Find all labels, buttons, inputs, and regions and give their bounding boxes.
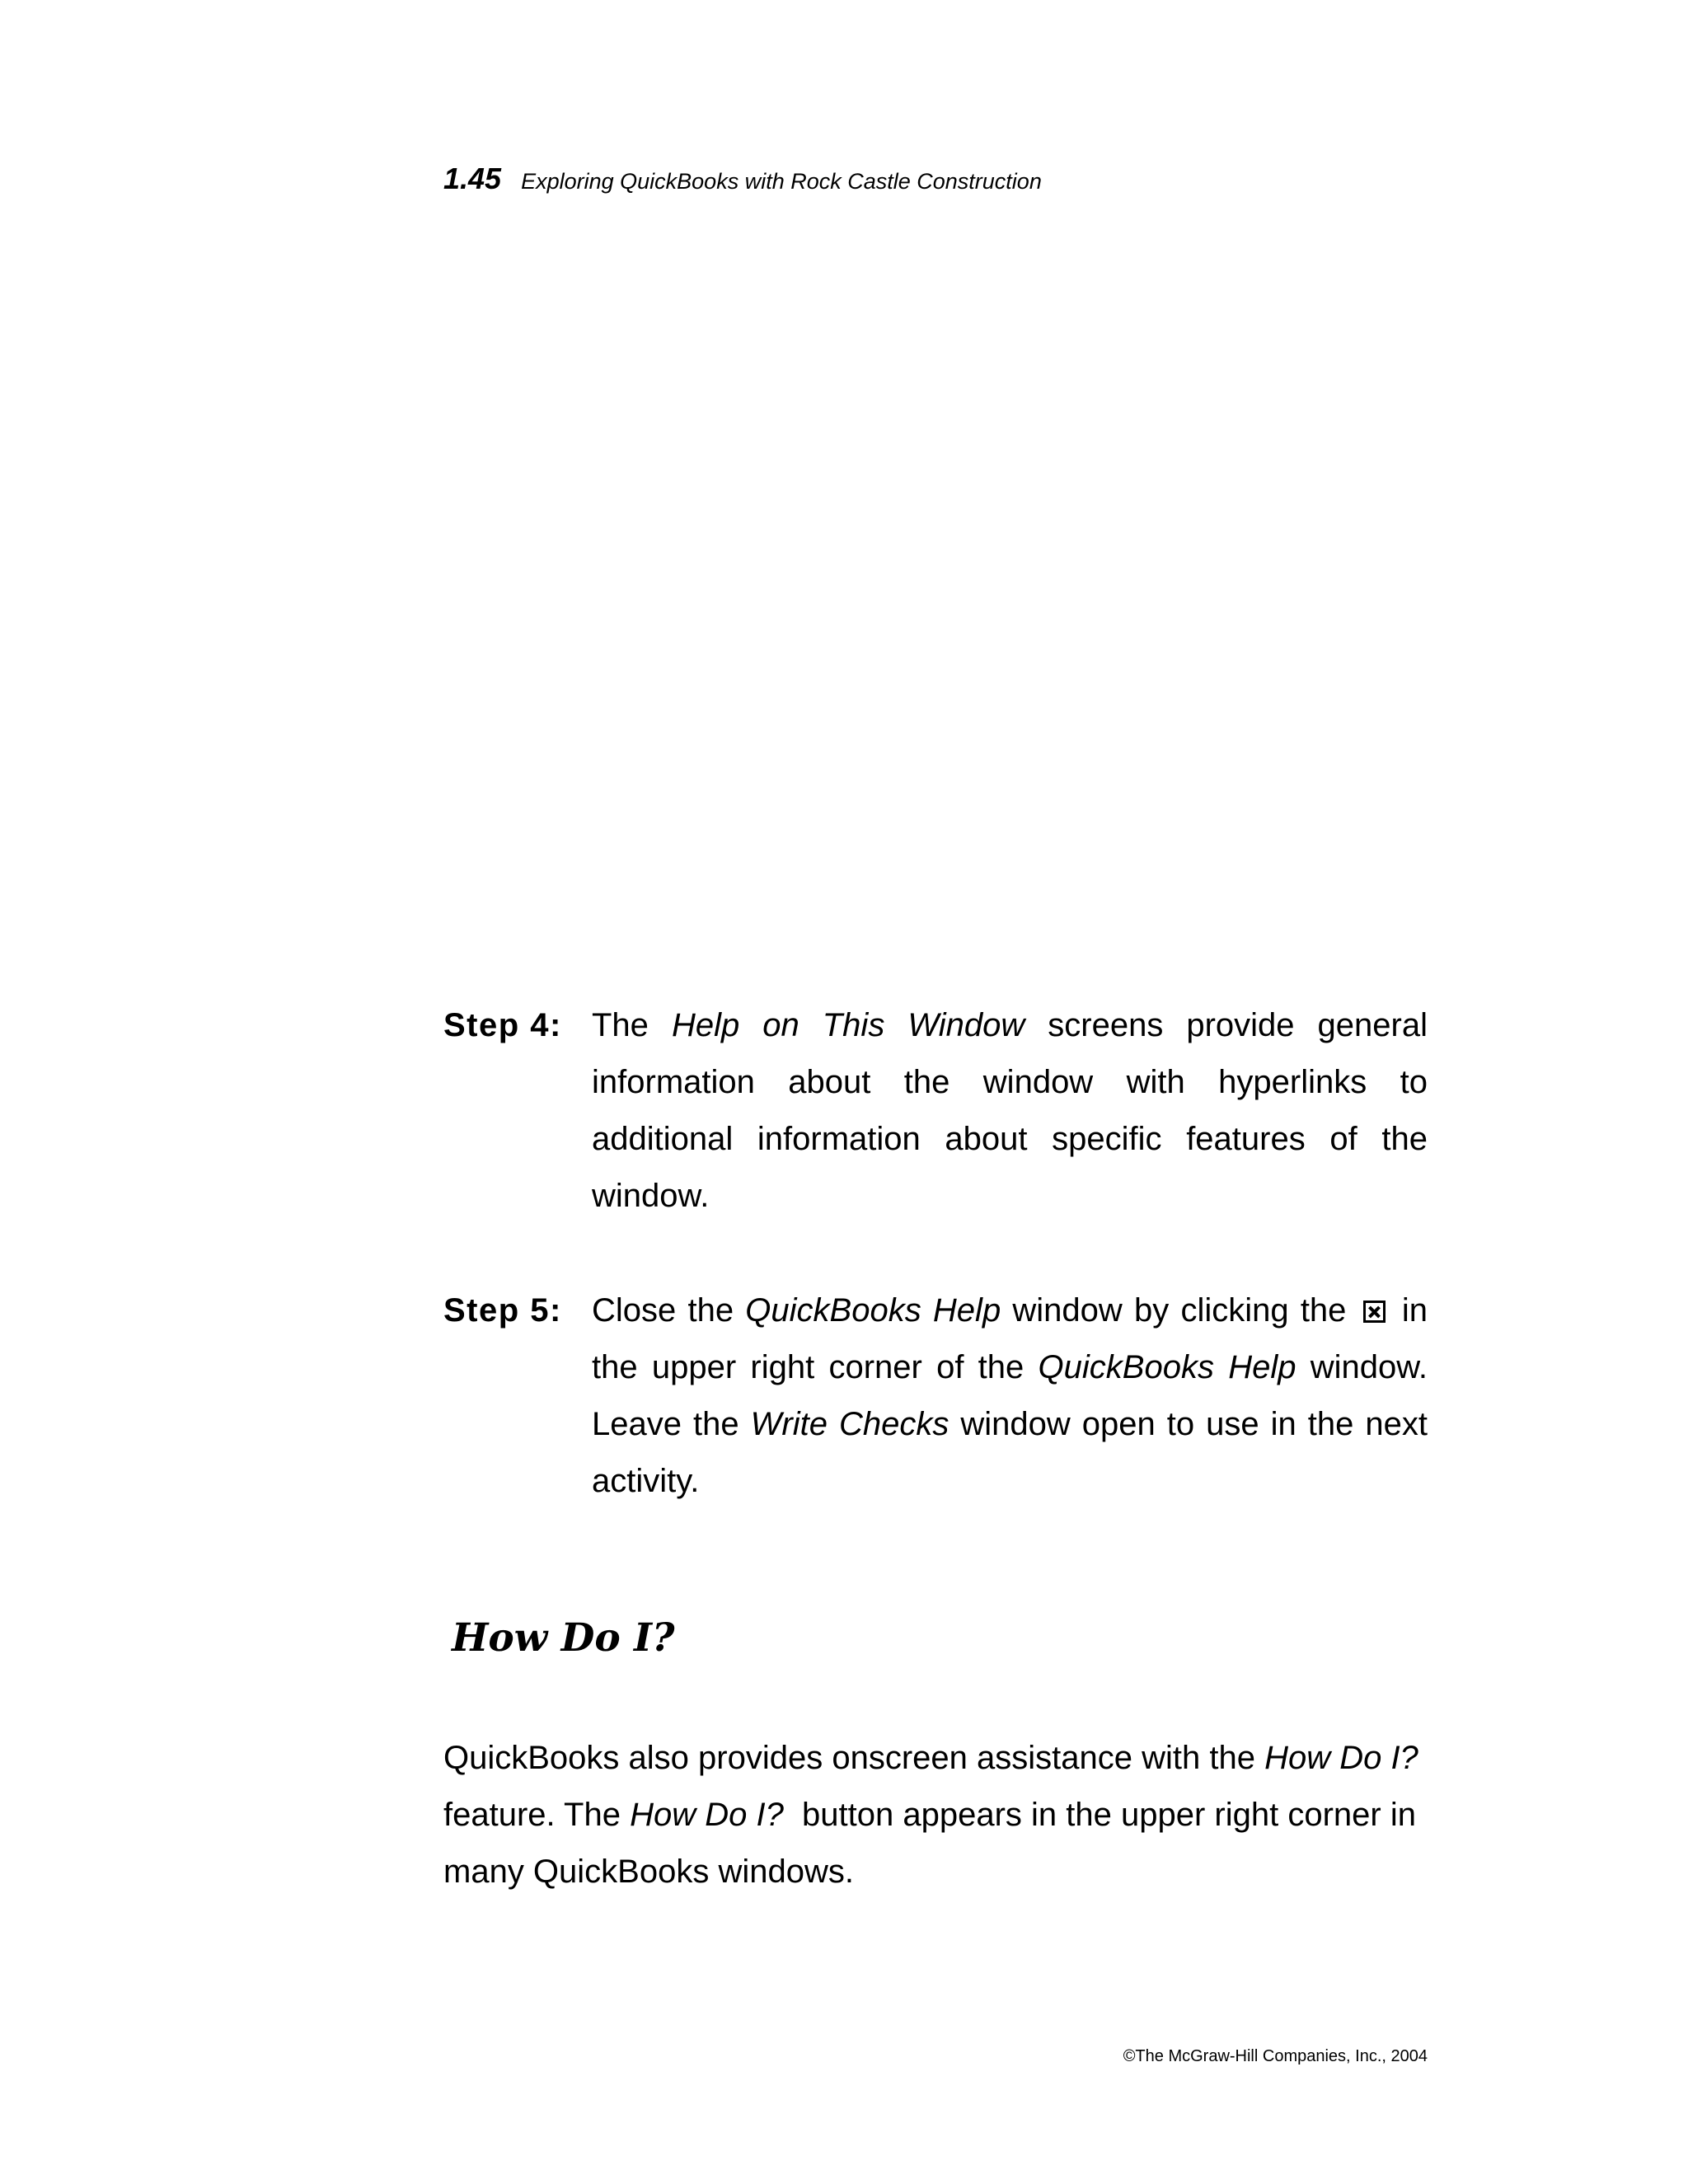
how-do-i-paragraph bbox=[443, 1730, 1428, 1900]
paragraph-text-part: QuickBooks also provides onscreen assistance with the bbox=[443, 1740, 1265, 1776]
step-5 bbox=[443, 1282, 1428, 1510]
step-5-text-part: window by clicking the bbox=[1001, 1292, 1347, 1329]
step-4-emphasis-help-on-this-window: Help on This Window bbox=[671, 1007, 1025, 1043]
step-5-emphasis-quickbooks-help-2: QuickBooks Help bbox=[1038, 1349, 1296, 1385]
step-5-emphasis-quickbooks-help: QuickBooks Help bbox=[745, 1292, 1001, 1329]
paragraph-emphasis-how-do-i: How Do I? bbox=[1264, 1740, 1418, 1776]
paragraph-emphasis-how-do-i-2: How Do I? bbox=[630, 1797, 784, 1833]
step-5-text-part: Close the bbox=[592, 1292, 746, 1329]
step-5-label: Step 5: bbox=[443, 1292, 562, 1329]
step-4-text-part: screens provide general information about the window with hyperlinks to additional information about specific features of the window. bbox=[592, 1007, 1428, 1214]
page-number: 1.45 bbox=[443, 162, 502, 195]
step-4-text-part: The bbox=[592, 1007, 672, 1043]
step-5-text bbox=[592, 1282, 1428, 1510]
section-heading-how-do-i: How Do I? bbox=[452, 1615, 675, 1661]
step-5-emphasis-write-checks: Write Checks bbox=[750, 1406, 950, 1442]
close-box-icon bbox=[1363, 1301, 1386, 1323]
step-4-label: Step 4: bbox=[443, 1007, 562, 1043]
step-4 bbox=[443, 997, 1428, 1225]
step-5-text-part: in the upper right corner of the bbox=[592, 1292, 1428, 1385]
step-4-text bbox=[592, 997, 1428, 1225]
step-5-text-part: window open to use in the next activity. bbox=[592, 1406, 1428, 1499]
paragraph-text-part: feature. The bbox=[443, 1797, 631, 1833]
running-header-title: Exploring QuickBooks with Rock Castle Construction bbox=[521, 169, 1042, 194]
step-5-text-part: window. Leave the bbox=[592, 1349, 1428, 1442]
footer-copyright: ©The McGraw-Hill Companies, Inc., 2004 bbox=[1123, 2047, 1428, 2065]
running-header bbox=[443, 162, 1042, 196]
paragraph-text-part: button appears in the upper right corner in many QuickBooks windows. bbox=[443, 1797, 1426, 1890]
